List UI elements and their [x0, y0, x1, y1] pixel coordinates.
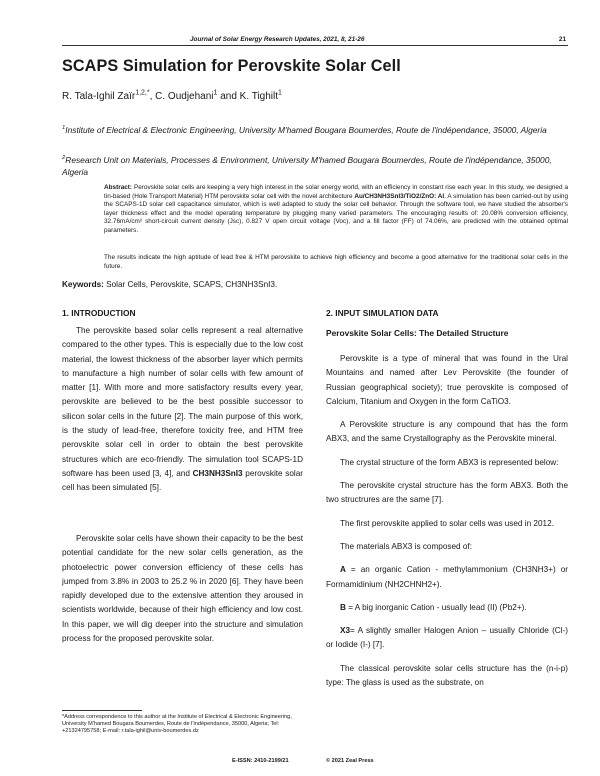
- author-list: [62, 91, 282, 102]
- anion-x: X3= A slightly smaller Halogen Anion – usually Chloride (Cl-) or Iodide (I-) [7].: [326, 626, 568, 650]
- correspondence-footnote: *Address correspondence to this author at the Institute of Electrical & Electronic Engineering, University M'hamed Bougara Boumerdes, Route de l'indépendance, 35000, Algeria; Tel: +21324795758; E-mail: r.tala-ighil@univ-boumerdes.dz: [62, 714, 292, 734]
- intro-paragraph-2: Perovskite solar cells have shown their capacity to be the best potential candidate for the new solar cells generation, as the photoelectric power conversion efficiency of these cells has jumped from 3.8% in 2003 to 25.2 % in 2020 [6]. They have been rapidly developed due to the extensive attention they aroused in scientists worldwide, because of their high efficiency and low cost. In this paper, we will dig deeper into the structure and simulation process for the proposed perovskite solar.: [62, 534, 303, 644]
- header-rule: [62, 45, 568, 46]
- right-column-body: Perovskite is a type of mineral that was found in the Ural Mountains and named after Lev Perovskite (the founder of Russian geographical society); true perovskite is composed of Calcium, Titanium and Oxygen in the form CaTiO3. A Perovskite structure is any compound that has the form ABX3, and the same Crystallography as the Perovskite mineral. The crystal structure of the form ABX3 is represented below: The perovskite crystal structure has the form ABX3. Both the two structrures are the same [7]. The first perovskite applied to solar cells was used in 2012. The materials ABX3 is composed of: A = an organic Cation - methylammonium (CH3NH3+) or Formamidinium (NH2CHNH2+). B = A big inorganic Cation - usually lead (II) (Pb2+). X3= A slightly smaller Halogen Anion – usually Chloride (Cl-) or Iodide (I-) [7]. The classical perovskite solar cells structure has the (n-i-p) type: The glass is used as the substrate, on: [326, 354, 568, 688]
- abstract-label: Abstract:: [104, 184, 133, 191]
- absorber-formula: CH3NH3SnI3: [192, 468, 243, 478]
- footer-issn: E-ISSN: 2410-2199/21: [232, 758, 289, 764]
- keywords: Keywords: Solar Cells, Perovskite, SCAPS, CH3NH3SnI3.: [62, 280, 278, 289]
- intro-paragraph-1: The perovskite based solar cells represent a real alternative compared to the other types. This is especially due to the low cost material, the lowest thickness of the absorber layer which permits to manufacture a high number of solar cells with few amount of matter [1]. With more and more satisfactory results every year, perovskite are believed to be the best possible successor to silicon solar cells in the future [2]. The main purpose of this work, is the study of lead-free, therefore toxicity free, and HTM free perovskite solar cell in order to obtain the best perovskite structures which are eco-friendly. The simulation tool SCAPS-1D software has been used [3, 4], and CH3NH3SnI3 perovskite solar cell has been simulated [5].: [62, 326, 303, 493]
- author-1: R. Tala-Ighil Zaïr: [62, 91, 136, 102]
- author-2-sup: 1: [213, 89, 218, 97]
- structure-subheading: Perovskite Solar Cells: The Detailed Structure: [326, 328, 509, 338]
- cation-b: B = A big inorganic Cation - usually lead (II) (Pb2+).: [340, 602, 527, 612]
- abstract-conclusion: The results indicate the high aptitude of lead free & HTM perovskite to achieve high efficiency and become a good alternative for the traditional solar cells in the future.: [104, 254, 568, 270]
- paper-title: SCAPS Simulation for Perovskite Solar Cell: [62, 57, 401, 75]
- author-3-sup: 1: [278, 89, 282, 97]
- abstract: Abstract: Perovskite solar cells are keeping a very high interest in the solar energy world, with an efficiency in constant rise each year. In this study, we designed a tin-based (Hole Transport Material) HTM perovskite solar cell with the novel architecture Au/CH3NH3SnI3/TiO2/ZnO: Al. A simulation has been carried-out by using the SCAPS-1D solar cell capacitance simulator, which is well adapted to study the solar cell behavior. Through the software tool, we have studied the absorber's layer thickness effect and the model operating temperature by plugging many varied parameters. The encouraging results of: 20.08% conversion efficiency, 32.76mA/cm² short-circuit current density (Jsc), 0.827 V open circuit voltage (Voc), and a fill factor (FF) of 74.06%, are predicted with the obtained optimal parameters.: [104, 184, 568, 234]
- cation-a: A = an organic Cation - methylammonium (CH3NH3+) or Formamidinium (NH2CHNH2+).: [326, 565, 568, 589]
- author-1-sup: 1,2,*: [135, 89, 150, 97]
- section-introduction-heading: 1. INTRODUCTION: [62, 308, 136, 318]
- footnote-rule: [62, 710, 142, 711]
- architecture: Au/CH3NH3SnI3/TiO2/ZnO: Al: [354, 192, 445, 200]
- affiliation-2: $^2$Research Unit on Materials, Processes & Environment, University M'hamed Bougara Boumerdes, Route de l'indépendance, 35000, Algeria: [62, 155, 552, 177]
- affiliation-1: $^1$Institute of Electrical & Electronic Engineering, University M'hamed Bougara Boumerdes, Route de l'indépendance, 35000, Algeria: [62, 125, 547, 135]
- journal-header: Journal of Solar Energy Research Updates, 2021, 8, 21-26: [190, 36, 365, 43]
- keywords-label: Keywords:: [62, 280, 104, 289]
- author-2: , C. Oudjehani: [149, 91, 214, 102]
- author-3: and K. Tighilt: [217, 91, 279, 102]
- page-number: 21: [558, 36, 566, 43]
- section-input-heading: 2. INPUT SIMULATION DATA: [326, 308, 439, 318]
- footer-press: © 2021 Zeal Press: [326, 758, 374, 764]
